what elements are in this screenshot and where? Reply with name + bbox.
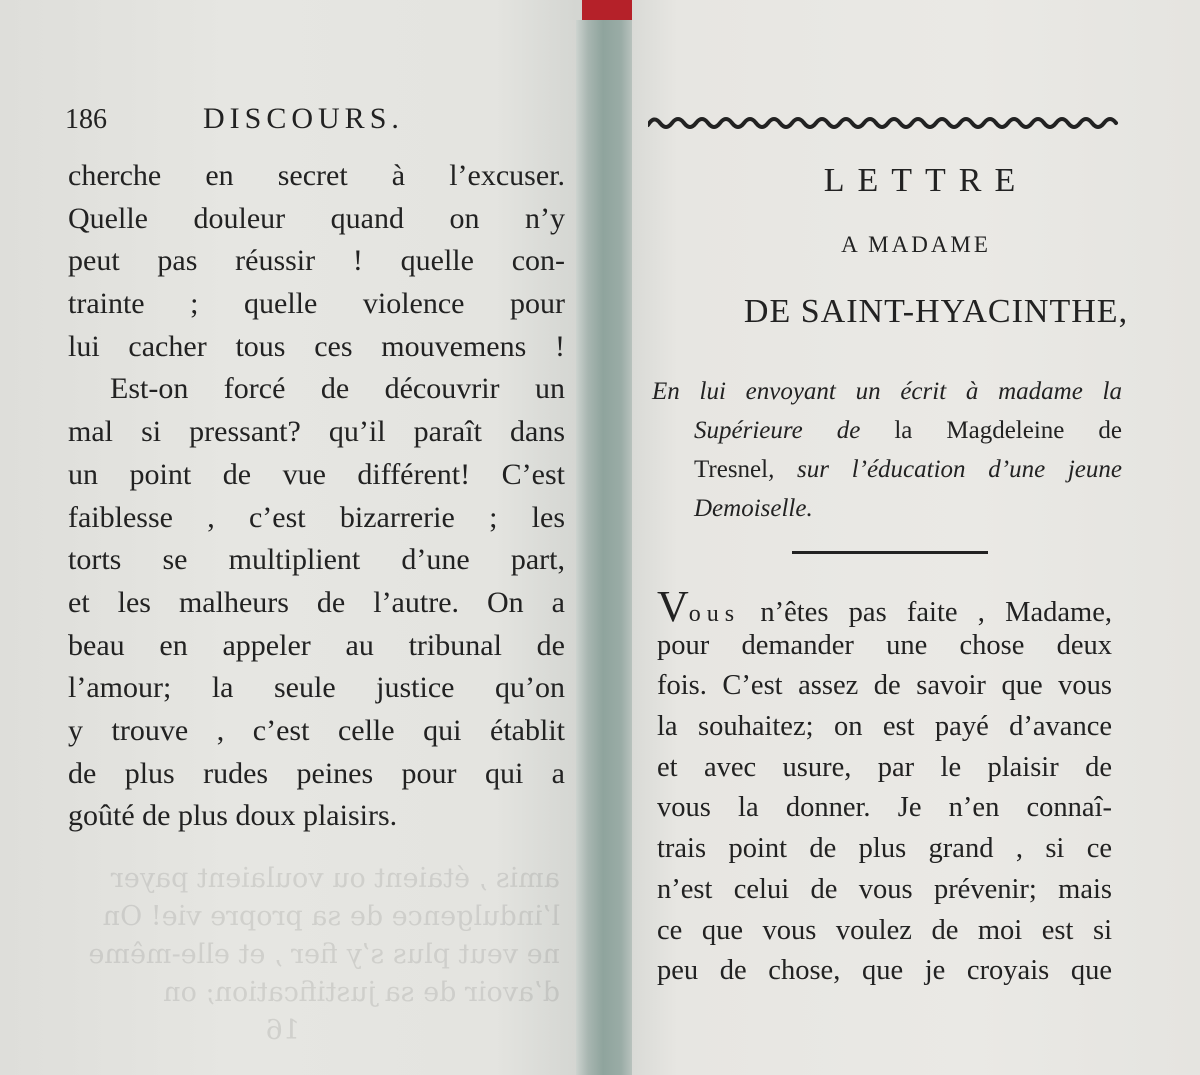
text-line: n’est celui de vous prévenir; mais — [657, 873, 1112, 905]
ghost-line: l’indulgence de sa propre vie! On — [102, 901, 560, 932]
text-line: y trouve , c’est celle qui établit — [68, 713, 565, 747]
left-page — [0, 0, 582, 1075]
text-line: la souhaitez; on est payé d’avance — [657, 711, 1112, 743]
dedication-line — [652, 450, 1122, 489]
text-line-first — [657, 582, 1112, 631]
dedication-text: Supérieure de — [694, 417, 861, 444]
text-line: l’amour; la seule justice qu’on — [68, 671, 565, 705]
ghost-line: 16 — [265, 1015, 300, 1046]
left-body-text — [68, 155, 565, 838]
dedication-line — [652, 372, 1122, 411]
dedication-line — [652, 411, 1122, 450]
drop-cap: V — [657, 582, 689, 631]
text-line: trais point de plus grand , si ce — [657, 833, 1112, 865]
small-caps-word: ous — [688, 601, 741, 627]
dedication-text: la Magdeleine de — [860, 417, 1122, 444]
text-line: goûté de plus doux plaisirs. — [68, 799, 398, 833]
letter-title: LETTRE — [823, 162, 1029, 199]
dedication-line — [652, 489, 1122, 528]
running-head: DISCOURS. — [203, 102, 404, 135]
text-fragment: n’êtes pas faite , Madame, — [740, 597, 1112, 628]
right-body-text — [657, 582, 1112, 992]
text-line: mal si pressant? qu’il paraît dans — [68, 415, 565, 449]
letter-addressee: DE SAINT-HYACINTHE, — [743, 293, 1129, 330]
text-line: et les malheurs de l’autre. On a — [68, 585, 565, 619]
text-line: un point de vue différent! C’est — [68, 457, 565, 491]
text-line: et avec usure, par le plaisir de — [657, 751, 1112, 783]
text-line: fois. C’est assez de savoir que vous — [657, 670, 1112, 702]
text-line: cherche en secret à l’excuser. — [68, 159, 565, 192]
dedication-text: Tresnel — [694, 456, 769, 483]
dedication-text: Demoiselle. — [694, 495, 813, 522]
text-line: peut pas réussir ! quelle con- — [68, 244, 565, 278]
text-line: Quelle douleur quand on n’y — [68, 201, 565, 235]
book-gutter — [576, 20, 636, 1075]
text-line: torts se multiplient d’une part, — [68, 543, 565, 577]
ghost-line: amis , étaient ou voulaient payer — [110, 863, 560, 894]
dedication-text: , sur l’éducation d’une jeune — [768, 456, 1122, 483]
dedication — [652, 372, 1122, 528]
text-line: Est-on forcé de découvrir un — [110, 372, 565, 406]
show-through-text — [90, 860, 560, 1050]
page-number: 186 — [65, 104, 107, 135]
text-line: pour demander une chose deux — [657, 629, 1112, 661]
text-line: trainte ; quelle violence pour — [68, 287, 565, 321]
text-line: faiblesse , c’est bizarrerie ; les — [68, 500, 565, 534]
text-line: ce que vous voulez de moi est si — [657, 914, 1112, 946]
section-rule — [792, 551, 988, 554]
dedication-text: En lui envoyant un écrit à madame la — [652, 378, 1122, 405]
wavy-ornament-rule — [648, 113, 1121, 131]
page-header — [65, 100, 565, 140]
text-line: lui cacher tous ces mouvemens ! — [68, 329, 565, 363]
text-line: de plus rudes peines pour qui a — [68, 756, 565, 790]
text-line: beau en appeler au tribunal de — [68, 628, 565, 662]
letter-subtitle: A MADAME — [841, 232, 991, 257]
ghost-line: d’avoir de sa justification; on — [163, 977, 560, 1008]
text-line: peu de chose, que je croyais que — [657, 955, 1112, 987]
text-line: vous la donner. Je n’en connaî- — [657, 792, 1112, 824]
ghost-line: ne veut plus s’y fier , et elle-même — [88, 939, 560, 970]
